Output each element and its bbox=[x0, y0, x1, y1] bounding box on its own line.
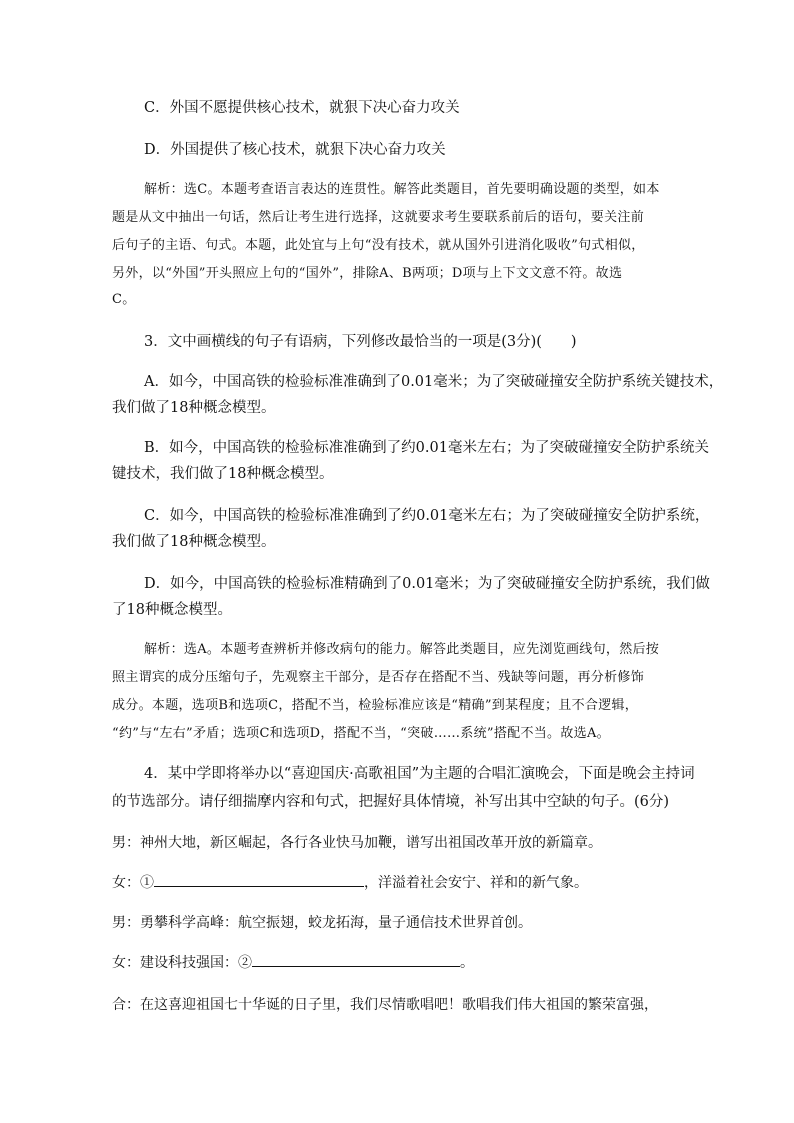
dialogue-female-2-prefix: 女：建设科技强国：② bbox=[112, 955, 252, 971]
option-d-line1: D．如今，中国高铁的检验标准精确到了0.01毫米；为了突破碰撞安全防护系统，我们做 bbox=[144, 576, 710, 592]
answer-blank-2[interactable] bbox=[252, 952, 460, 967]
option-b-line2: 键技术，我们做了18种概念模型。 bbox=[112, 466, 334, 482]
dialogue-female-1-suffix: ，洋溢着社会安宁、祥和的新气象。 bbox=[364, 875, 588, 891]
question-4-stem-line2: 的节选部分。请仔细揣摩内容和句式，把握好具体情境，补写出其中空缺的句子。(6分) bbox=[112, 794, 670, 810]
dialogue-female-2-suffix: 。 bbox=[460, 955, 474, 971]
dialogue-female-1 bbox=[112, 872, 588, 892]
dialogue-female-1-prefix: 女：① bbox=[112, 875, 154, 891]
dialogue-male-1: 男：神州大地，新区崛起，各行各业快马加鞭，谱写出祖国改革开放的新篇章。 bbox=[112, 835, 602, 851]
option-d-line2: 了18种概念模型。 bbox=[112, 602, 232, 618]
option-c-line2: 我们做了18种概念模型。 bbox=[112, 534, 276, 550]
answer-blank-1[interactable] bbox=[154, 872, 364, 887]
option-a-line2: 我们做了18种概念模型。 bbox=[112, 400, 276, 416]
explanation-line: 解析：选C。本题考查语言表达的连贯性。解答此类题目，首先要明确设题的类型，如本 bbox=[144, 182, 660, 197]
option-b-line1: B．如今，中国高铁的检验标准准确到了约0.01毫米左右；为了突破碰撞安全防护系统关 bbox=[144, 440, 709, 456]
dialogue-male-2: 男：勇攀科学高峰：航空振翅，蛟龙拓海，量子通信技术世界首创。 bbox=[112, 915, 532, 931]
explanation-line: 后句子的主语、句式。本题，此处宜与上句“没有技术，就从国外引进消化吸收”句式相似， bbox=[112, 238, 645, 253]
explanation-line: 照主谓宾的成分压缩句子，先观察主干部分，是否存在搭配不当、残缺等问题，再分析修饰 bbox=[112, 670, 645, 685]
explanation-line: C。 bbox=[112, 292, 136, 307]
explanation-line: 题是从文中抽出一句话，然后让考生进行选择，这就要求考生要联系前后的语句，要关注前 bbox=[112, 210, 645, 225]
question-3-stem: 3．文中画横线的句子有语病，下列修改最恰当的一项是(3分)( ) bbox=[144, 334, 577, 350]
explanation-line: 解析：选A。本题考查辨析并修改病句的能力。解答此类题目，应先浏览画线句，然后按 bbox=[144, 642, 660, 657]
option-d: D．外国提供了核心技术，就狠下决心奋力攻关 bbox=[144, 142, 446, 158]
dialogue-female-2 bbox=[112, 952, 474, 972]
dialogue-together: 合：在这喜迎祖国七十华诞的日子里，我们尽情歌唱吧！歌唱我们伟大祖国的繁荣富强， bbox=[112, 997, 658, 1013]
explanation-line: 另外，以“外国”开头照应上句的“国外”，排除A、B两项；D项与上下文文意不符。故选 bbox=[112, 266, 623, 281]
explanation-line: “约”与“左右”矛盾；选项C和选项D，搭配不当，“突破……系统”搭配不当。故选A。 bbox=[112, 726, 610, 741]
option-c-line1: C．如今，中国高铁的检验标准准确到了约0.01毫米左右；为了突破碰撞安全防护系统， bbox=[144, 508, 710, 524]
option-c: C．外国不愿提供核心技术，就狠下决心奋力攻关 bbox=[144, 100, 460, 116]
explanation-line: 成分。本题，选项B和选项C，搭配不当，检验标准应该是“精确”到某程度；且不合逻辑， bbox=[112, 698, 639, 713]
option-a-line1: A．如今，中国高铁的检验标准准确到了0.01毫米；为了突破碰撞安全防护系统关键技术， bbox=[144, 374, 724, 390]
question-4-stem-line1: 4．某中学即将举办以“喜迎国庆·高歌祖国”为主题的合唱汇演晚会，下面是晚会主持词 bbox=[144, 766, 695, 782]
